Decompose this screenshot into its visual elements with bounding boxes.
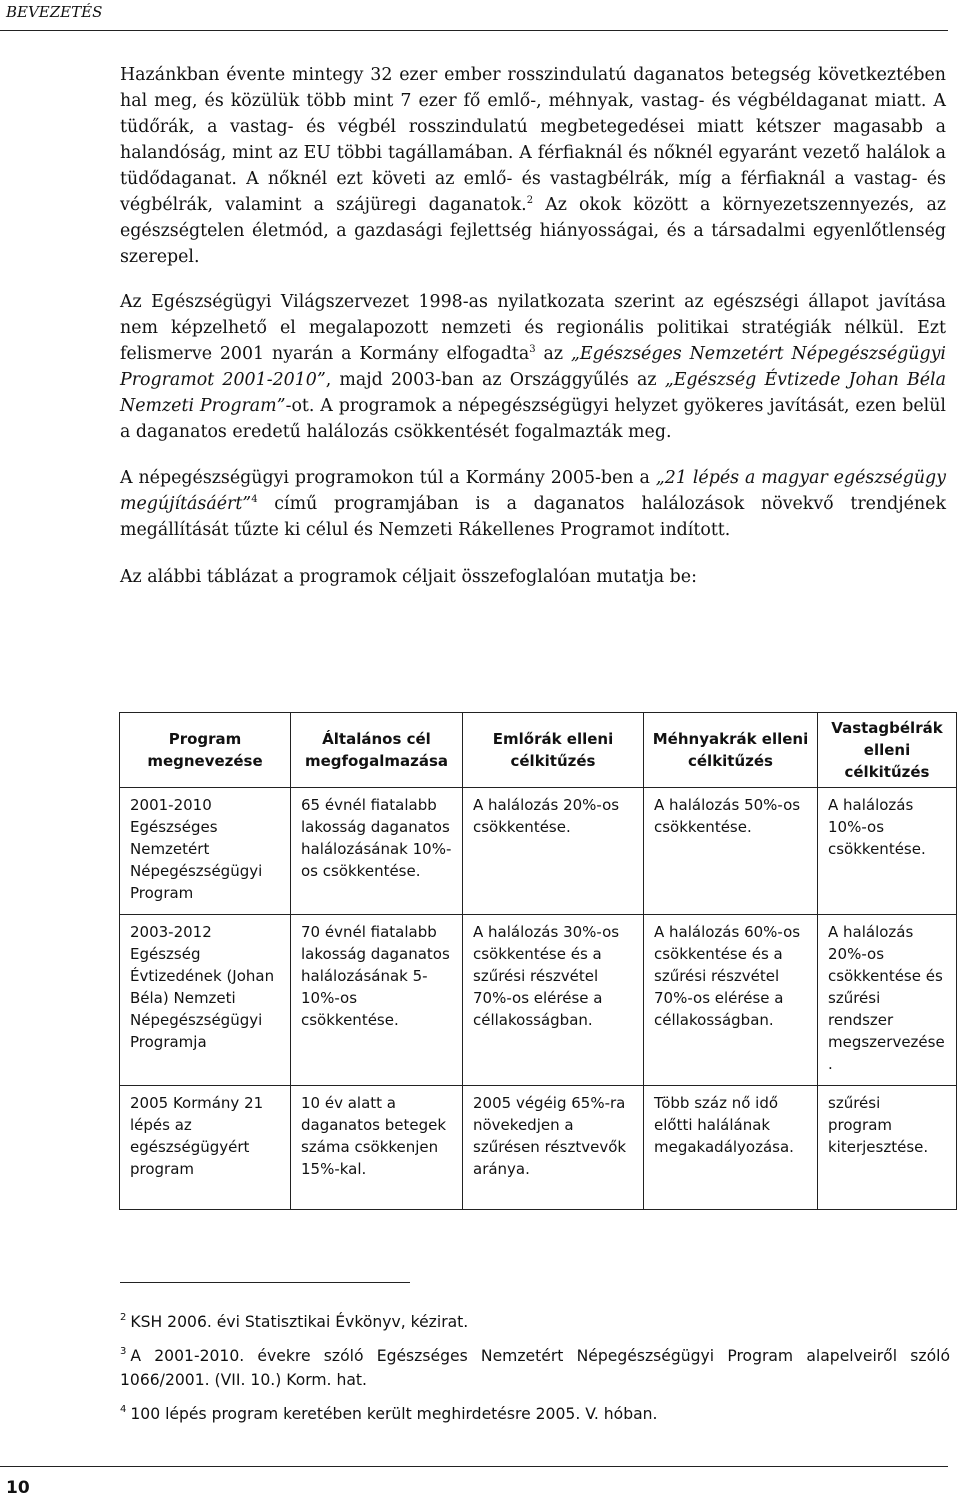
footnotes [120,1310,950,1436]
footer-divider [0,1466,948,1467]
paragraph-who-text-c: , majd 2003-ban az Országgyűlés az [325,370,665,390]
section-header: BEVEZETÉS [6,3,103,21]
table-cell: A halálozás 20%-os csökkentése és szűrési rendszer megszervezése. [818,915,957,1086]
paragraph-intro-text-a: Hazánkban évente mintegy 32 ezer ember rosszindulatú daganatos betegség következtében hal meg, és közülük több mint 7 ezer fő emlő-, méhnyak, vastag- és végbéldaganat miatt. A tüdőrák, a vastag- és végbél rosszindulatú megbetegedései miatt kétszer magasabb a halandóság, mint az EU többi tagállamában. A férfiaknál és nőknél egyaránt vezető halálok a tüdődaganat. A nőknél ezt követi az emlő- és vastagbélrák, míg a férfiaknál a vastag- és végbélrák, valamint a szájüregi daganatok. [120,65,946,215]
page-number: 10 [6,1478,30,1498]
paragraph-who-text-d: -ot. A programok a népegészségügyi helyzet gyökeres javítását, ezen belül a daganatos eredetű halálozás csökkentését fogalmazták meg. [120,396,946,442]
header-divider [0,30,948,31]
paragraph-2005-text-a: A népegészségügyi programokon túl a Kormány 2005-ben a [120,468,656,488]
footnote-ref-3: 3 [529,344,536,355]
table-row [120,788,957,915]
footnote [120,1344,950,1392]
program-title-2005: „21 lépés a magyar egészségügy megújításáért” [120,468,946,514]
table-cell: 70 évnél fiatalabb lakosság daganatos halálozásának 5-10%-os csökkentése. [291,915,463,1086]
table-cell: 2005 Kormány 21 lépés az egészségügyért program [120,1086,291,1210]
paragraph-2005 [120,465,946,543]
table-row [120,915,957,1086]
table-cell: A halálozás 10%-os csökkentése. [818,788,957,915]
footnote-ref-4: 4 [251,494,258,505]
table-row [120,1086,957,1210]
program-goals-table [119,712,957,1210]
table-cell: A halálozás 60%-os csökkentése és a szűrési részvétel 70%-os elérése a céllakosságban. [644,915,818,1086]
table-header-row [120,713,957,788]
footnote-number: 2 [120,1312,127,1323]
body-text [120,62,946,590]
footnote-text: KSH 2006. évi Statisztikai Évkönyv, kézirat. [130,1313,469,1331]
table-cell: 65 évnél fiatalabb lakosság daganatos halálozásának 10%-os csökkentése. [291,788,463,915]
paragraph-2005-text-b: című programjában is a daganatos halálozások növekvő trendjének megállítását tűzte ki célul és Nemzeti Rákellenes Programot indított. [120,494,946,540]
table-cell: 2001-2010 Egészséges Nemzetért Népegészségügyi Program [120,788,291,915]
header-general-goal: Általános cél megfogalmazása [291,713,463,788]
footnote-number: 4 [120,1404,127,1415]
footnote-text: A 2001-2010. évekre szóló Egészséges Nemzetért Népegészségügyi Program alapelveiről szóló 1066/2001. (VII. 10.) Korm. hat. [120,1347,950,1389]
table-cell: A halálozás 50%-os csökkentése. [644,788,818,915]
header-program-name: Program megnevezése [120,713,291,788]
paragraph-who-text-a: Az Egészségügyi Világszervezet 1998-as nyilatkozata szerint az egészségi állapot javítása nem képzelhető el megalapozott nemzeti és regionális politikai stratégiák nélkül. Ezt felismerve 2001 nyarán a Kormány elfogadta [120,292,946,364]
table-cell: szűrési program kiterjesztése. [818,1086,957,1210]
footnote [120,1310,950,1334]
paragraph-intro-text-b: Az okok között a környezetszennyezés, az egészségtelen életmód, a gazdasági fejlettség hiányosságai, és a társadalmi egyenlőtlenség szerepel. [120,195,946,267]
paragraph-who [120,289,946,445]
paragraph-intro [120,62,946,270]
table-cell: A halálozás 30%-os csökkentése és a szűrési részvétel 70%-os elérése a céllakosságban. [463,915,644,1086]
footnote-number: 3 [120,1346,127,1357]
header-colon-cancer-goal: Vastagbélrák elleni célkitűzés [818,713,957,788]
program-title-2001: „Egészséges Nemzetért Népegészségügyi Programot 2001-2010” [120,344,946,390]
table-cell: 10 év alatt a daganatos betegek száma csökkenjen 15%-kal. [291,1086,463,1210]
paragraph-who-text-b: az [535,344,571,364]
header-cervical-cancer-goal: Méhnyakrák elleni célkitűzés [644,713,818,788]
footnote [120,1402,950,1426]
table-cell: Több száz nő idő előtti halálának megakadályozása. [644,1086,818,1210]
table-intro: Az alábbi táblázat a programok céljait összefoglalóan mutatja be: [120,567,697,587]
footnote-text: 100 lépés program keretében került meghirdetésre 2005. V. hóban. [130,1405,658,1423]
header-breast-cancer-goal: Emlőrák elleni célkitűzés [463,713,644,788]
table-cell: 2005 végéig 65%-ra növekedjen a szűrésen résztvevők aránya. [463,1086,644,1210]
footnote-ref-2: 2 [526,195,534,206]
table-cell: 2003-2012 Egészség Évtizedének (Johan Béla) Nemzeti Népegészségügyi Programja [120,915,291,1086]
table-cell: A halálozás 20%-os csökkentése. [463,788,644,915]
program-title-2003: „Egészség Évtizede Johan Béla Nemzeti Program” [120,370,946,416]
footnote-divider [120,1282,410,1283]
